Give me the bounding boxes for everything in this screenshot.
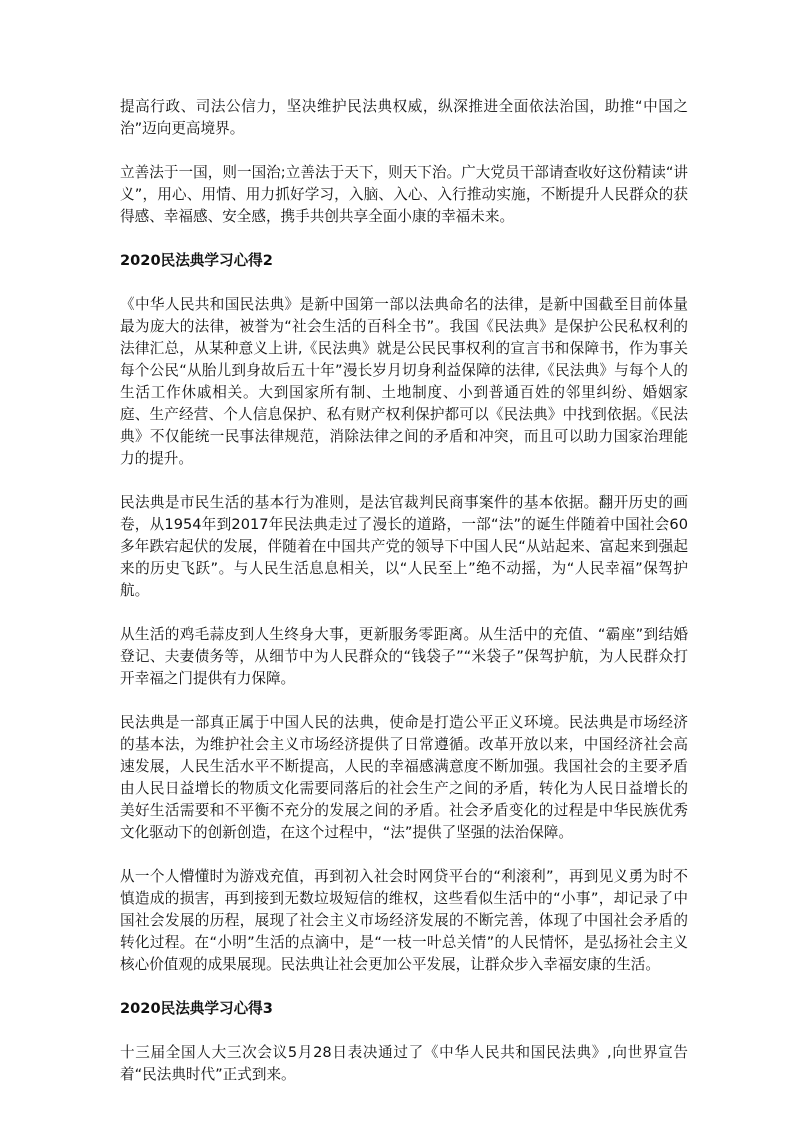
document-page <box>120 96 688 1108</box>
paragraph: 从一个人懵懂时为游戏充值，再到初入社会时网贷平台的“利滚利”，再到见义勇为时不慎造成的损害，再到接到无数垃圾短信的维权，这些看似生活中的“小事”，却记录了中国社会发展的历程，展现了社会主义市场经济发展的不断完善，体现了中国社会矛盾的转化过程。在“小明”生活的点滴中，是“一枝一叶总关情”的人民情怀，是弘扬社会主义核心价值观的成果展现。民法典让社会更加公平发展，让群众步入幸福安康的生活。 <box>120 868 688 973</box>
section-heading: 2020民法典学习心得3 <box>120 1000 273 1017</box>
paragraph: 从生活的鸡毛蒜皮到人生终身大事，更新服务零距离。从生活中的充值、“霸座”到结婚登记、夫妻债务等，从细节中为人民群众的“钱袋子”“米袋子”保驾护航，为人民群众打开幸福之门提供有力保障。 <box>120 626 688 687</box>
paragraph: 立善法于一国，则一国治;立善法于天下，则天下治。广大党员干部请查收好这份精读“讲义”，用心、用情、用力抓好学习，入脑、入心、入行推动实施，不断提升人民群众的获得感、幸福感、安全感，携手共创共享全面小康的幸福未来。 <box>120 164 688 225</box>
paragraph: 《中华人民共和国民法典》是新中国第一部以法典命名的法律，是新中国截至目前体量最为庞大的法律，被誉为“社会生活的百科全书”。我国《民法典》是保护公民私权利的法律汇总，从某种意义上讲,《民法典》就是公民民事权利的宣言书和保障书，作为事关每个公民“从胎儿到身故后五十年”漫长岁月切身利益保障的法律,《民法典》与每个人的生活工作休戚相关。大到国家所有制、土地制度、小到普通百姓的邻里纠纷、婚姻家庭、生产经营、个人信息保护、私有财产权利保护都可以《民法典》中找到依据。《民法典》不仅能统一民事法律规范，消除法律之间的矛盾和冲突，而且可以助力国家治理能力的提升。 <box>120 296 688 467</box>
section-heading: 2020民法典学习心得2 <box>120 252 273 269</box>
paragraph: 民法典是一部真正属于中国人民的法典，使命是打造公平正义环境。民法典是市场经济的基本法，为维护社会主义市场经济提供了日常遵循。改革开放以来，中国经济社会高速发展，人民生活水平不断提高，人民的幸福感满意度不断加强。我国社会的主要矛盾由人民日益增长的物质文化需要同落后的社会生产之间的矛盾，转化为人民日益增长的美好生活需要和不平衡不充分的发展之间的矛盾。社会矛盾变化的过程是中华民族优秀文化驱动下的创新创造，在这个过程中，“法”提供了坚强的法治保障。 <box>120 714 688 841</box>
paragraph: 民法典是市民生活的基本行为准则，是法官裁判民商事案件的基本依据。翻开历史的画卷，从1954年到2017年民法典走过了漫长的道路，一部“法”的诞生伴随着中国社会60多年跌宕起伏的发展，伴随着在中国共产党的领导下中国人民“从站起来、富起来到强起来的历史飞跃”。与人民生活息息相关，以“人民至上”绝不动摇，为“人民幸福”保驾护航。 <box>120 494 688 599</box>
paragraph: 提高行政、司法公信力，坚决维护民法典权威，纵深推进全面依法治国，助推“中国之治”迈向更高境界。 <box>120 98 688 137</box>
paragraph: 十三届全国人大三次会议5月28日表决通过了《中华人民共和国民法典》,向世界宣告着“民法典时代”正式到来。 <box>120 1044 688 1083</box>
